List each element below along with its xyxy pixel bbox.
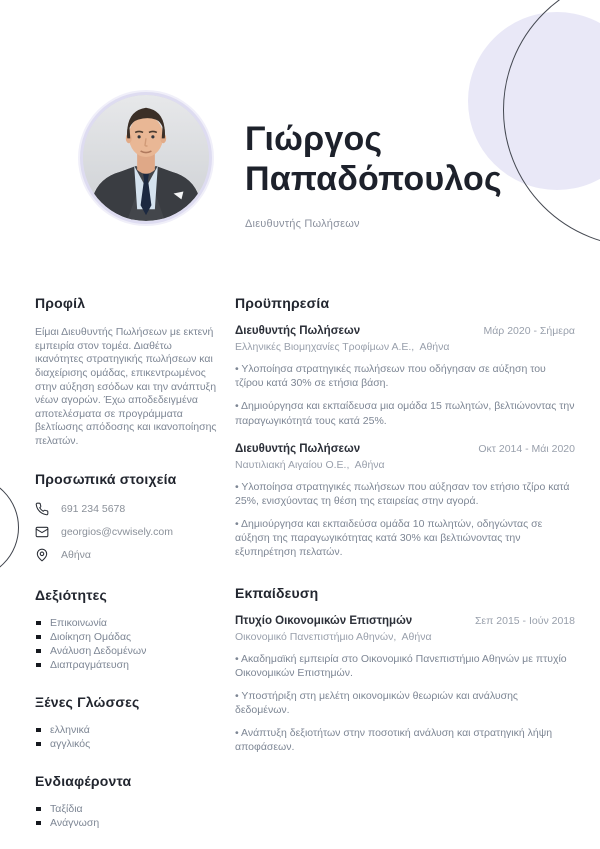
entry-head — [235, 615, 575, 627]
language-item: αγγλικός — [35, 739, 217, 751]
profile-text: Είμαι Διευθυντής Πωλήσεων με εκτενή εμπειρία στον τομέα. Διαθέτω ικανότητες στρατηγικής πωλήσεων και διαχείρισης ομάδας, επικεντρωμένος στην αύξηση εσόδων και την ανάπτυξη νέων αγορών. Έχω αποδεδειγμένα αποτελέσματα σε προγράμματα βελτίωσης απόδοσης και ικανοποίησης πελατών. — [35, 326, 217, 448]
entry-head — [235, 325, 575, 337]
contact-row-email — [35, 525, 217, 539]
entry-bullet: • Υποστήριξη στη μελέτη οικονομικών θεωριών και ανάλυσης δεδομένων. — [235, 689, 575, 717]
location-value: Αθήνα — [61, 548, 92, 561]
entry-bullet: • Δημιούργησα και εκπαίδευσα μια ομάδα 15 πωλητών, βελτιώνοντας την παραγωγικότητά τους κατά 25%. — [235, 399, 575, 427]
contact-row-phone — [35, 502, 217, 516]
entry-bullet: • Δημιούργησα και εκπαιδεύσα ομάδα 10 πωλητών, οδηγώντας σε αύξηση της παραγωγικότητας κατά 30% και βελτιώνοντας την εξυπηρέτηση πελατών. — [235, 517, 575, 560]
education-heading: Εκπαίδευση — [235, 584, 319, 601]
entry-bullet: • Ακαδημαϊκή εμπειρία στο Οικονομικό Πανεπιστήμιο Αθηνών με πτυχίο Οικονομικών Επιστημών. — [235, 652, 575, 680]
skill-item: Επικοινωνία — [35, 618, 217, 630]
languages-section — [35, 694, 217, 751]
education-section — [235, 585, 575, 755]
skill-item: Ανάλυση Δεδομένων — [35, 646, 217, 658]
sidebar-column — [35, 295, 217, 849]
language-item: ελληνικά — [35, 725, 217, 737]
decorative-left-arc — [0, 476, 19, 579]
entry-title: Διευθυντής Πωλήσεων — [235, 442, 361, 455]
job-title: Διευθυντής Πωλήσεων — [245, 217, 360, 230]
portrait-illustration — [83, 95, 209, 221]
entry-dates: Οκτ 2014 - Μάι 2020 — [478, 442, 575, 455]
entry-bullet: • Υλοποίησα στρατηγικές πωλήσεων που οδήγησαν σε αύξηση του τζίρου κατά 30% σε ετήσια βάση. — [235, 362, 575, 390]
email-value: georgios@cvwisely.com — [61, 525, 173, 538]
entry-organization: Οικονομικό Πανεπιστήμιο Αθηνών, Αθήνα — [235, 630, 432, 643]
first-name: Γιώργος — [245, 120, 383, 158]
profile-section — [35, 295, 217, 449]
entry-organization: Ελληνικές Βιομηχανίες Τροφίμων Α.Ε., Αθήνα — [235, 341, 450, 353]
main-column — [235, 295, 575, 770]
entry-dates: Σεπ 2015 - Ιούν 2018 — [474, 614, 575, 627]
entry-bullet: • Υλοποίησα στρατηγικές πωλήσεων που αύξησαν τον ετήσιο τζίρο κατά 25%, ενισχύοντας τη θέση της εταιρείας στην αγορά. — [235, 480, 575, 508]
interests-heading: Ενδιαφέροντα — [35, 772, 132, 789]
interests-section — [35, 773, 217, 830]
skill-item: Διοίκηση Ομάδας — [35, 632, 217, 644]
personal-details-heading: Προσωπικά στοιχεία — [35, 470, 177, 487]
entry-head — [235, 443, 575, 455]
phone-icon — [35, 502, 49, 516]
profile-heading: Προφίλ — [35, 295, 86, 311]
experience-section — [235, 295, 575, 560]
experience-entry — [235, 325, 575, 428]
envelope-icon — [35, 525, 49, 539]
languages-heading: Ξένες Γλώσσες — [35, 693, 140, 710]
languages-list — [35, 725, 217, 751]
page-title-name — [245, 120, 502, 200]
last-name: Παπαδόπουλος — [245, 159, 502, 198]
skills-heading: Δεξιότητες — [35, 586, 107, 603]
skill-item: Διαπραγμάτευση — [35, 660, 217, 672]
education-entry — [235, 615, 575, 755]
profile-photo — [80, 92, 212, 224]
entry-title: Πτυχίο Οικονομικών Επιστημών — [235, 614, 413, 627]
experience-heading: Προϋπηρεσία — [235, 295, 330, 311]
interests-list — [35, 804, 217, 830]
entry-bullet: • Ανάπτυξη δεξιοτήτων στην ποσοτική ανάλυση και στρατηγική λήψη αποφάσεων. — [235, 726, 575, 754]
experience-entry — [235, 443, 575, 560]
personal-details-section — [35, 471, 217, 562]
contact-row-location — [35, 548, 217, 562]
location-pin-icon — [35, 548, 49, 562]
skills-section — [35, 587, 217, 672]
entry-dates: Μάρ 2020 - Σήμερα — [483, 325, 575, 337]
skills-list — [35, 618, 217, 672]
phone-value: 691 234 5678 — [61, 502, 126, 515]
interest-item: Ταξίδια — [35, 804, 217, 816]
entry-organization: Ναυτιλιακή Αιγαίου Ο.Ε., Αθήνα — [235, 458, 385, 471]
interest-item: Ανάγνωση — [35, 818, 217, 830]
entry-title: Διευθυντής Πωλήσεων — [235, 325, 361, 337]
